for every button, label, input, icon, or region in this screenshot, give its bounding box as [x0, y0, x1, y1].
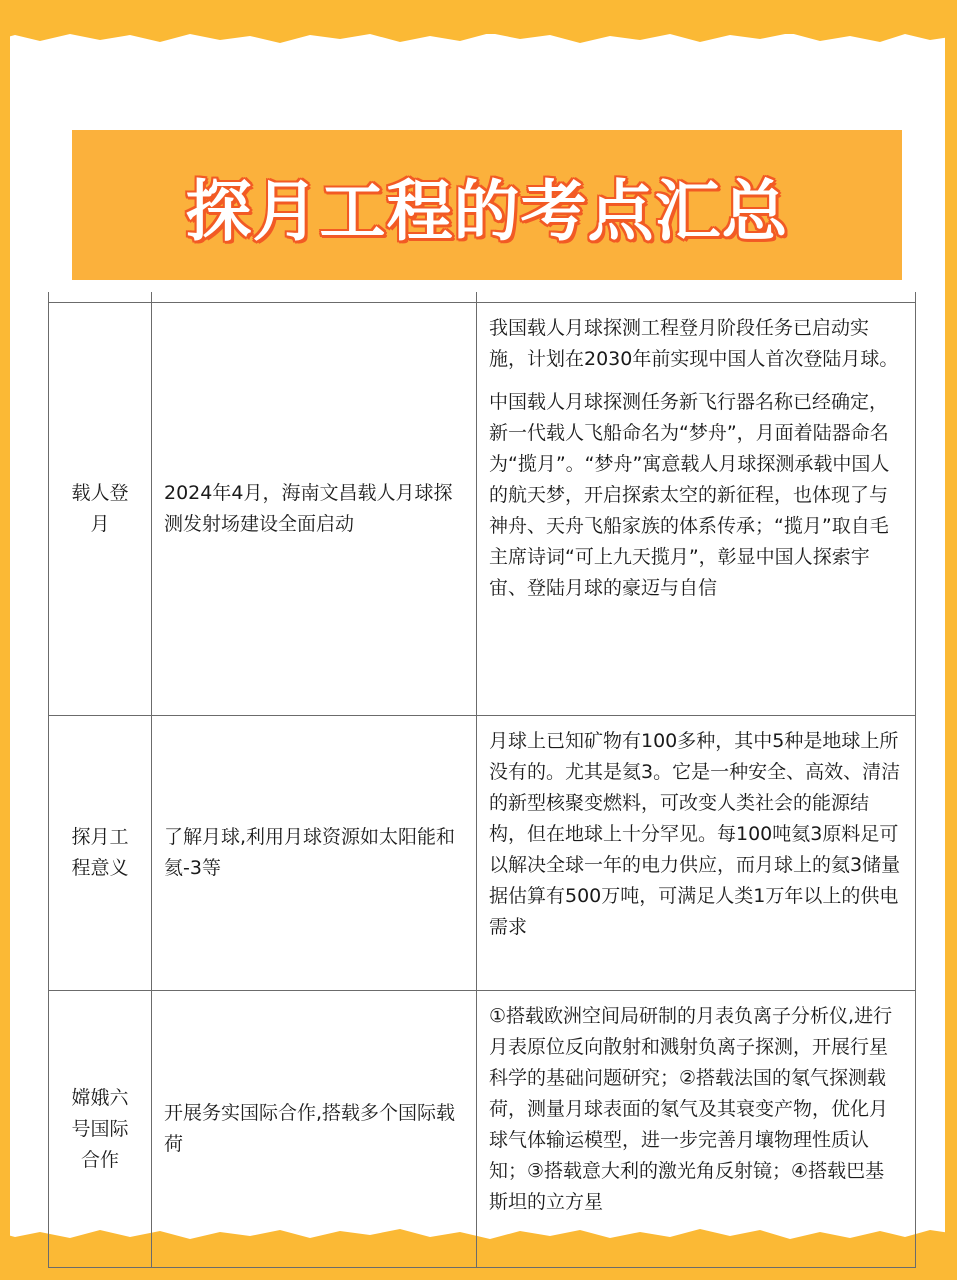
detail-paragraph: 月球上已知矿物有100多种，其中5种是地球上所没有的。尤其是氦3。它是一种安全、高效、清洁的新型核聚变燃料，可改变人类社会的能源结构，但在地球上十分罕见。每100吨氦3原料足可以解决全球一年的电力供应，而月球上的氦3储量据估算有500万吨，可满足人类1万年以上的供电需求 [489, 730, 901, 938]
torn-edge-top [0, 30, 957, 48]
frame-left-border [0, 0, 10, 1280]
table-row [49, 716, 916, 991]
topic-cell: 探月工程意义 [49, 716, 152, 991]
stub-cell [152, 292, 477, 303]
topic-cell: 载人登月 [49, 303, 152, 716]
table-top-stub-row [49, 292, 916, 303]
event-cell: 2024年4月，海南文昌载人月球探测发射场建设全面启动 [152, 303, 477, 716]
stub-cell [49, 292, 152, 303]
detail-paragraph: 我国载人月球探测工程登月阶段任务已启动实施，计划在2030年前实现中国人首次登陆月球。 [489, 317, 899, 370]
summary-table [48, 292, 916, 1268]
title-banner [72, 130, 902, 280]
detail-paragraph: ①搭载欧洲空间局研制的月表负离子分析仪,进行月表原位反向散射和溅射负离子探测，开展行星科学的基础问题研究；②搭载法国的氡气探测载荷，测量月球表面的氡气及其衰变产物，优化月球气体输运模型，进一步完善月壤物理性质认知；③搭载意大利的激光角反射镜；④搭载巴基斯坦的立方星 [489, 1005, 893, 1213]
frame-top-border [0, 0, 957, 34]
frame-right-border [945, 0, 957, 1280]
table-row [49, 991, 916, 1268]
topic-cell: 嫦娥六号国际合作 [49, 991, 152, 1268]
table-row [49, 303, 916, 716]
stub-cell [477, 292, 916, 303]
detail-cell [477, 716, 916, 991]
page-title: 探月工程的考点汇总 [185, 172, 789, 250]
event-cell: 开展务实国际合作,搭载多个国际载荷 [152, 991, 477, 1268]
detail-cell [477, 303, 916, 716]
detail-cell [477, 991, 916, 1268]
event-cell: 了解月球,利用月球资源如太阳能和氦-3等 [152, 716, 477, 991]
detail-paragraph: 中国载人月球探测任务新飞行器名称已经确定，新一代载人飞船命名为“梦舟”，月面着陆器命名为“揽月”。“梦舟”寓意载人月球探测承载中国人的航天梦，开启探索太空的新征程，也体现了与神舟、天舟飞船家族的体系传承；“揽月”取自毛主席诗词“可上九天揽月”，彰显中国人探索宇宙、登陆月球的豪迈与自信 [489, 391, 890, 599]
summary-table-container [48, 292, 915, 1268]
